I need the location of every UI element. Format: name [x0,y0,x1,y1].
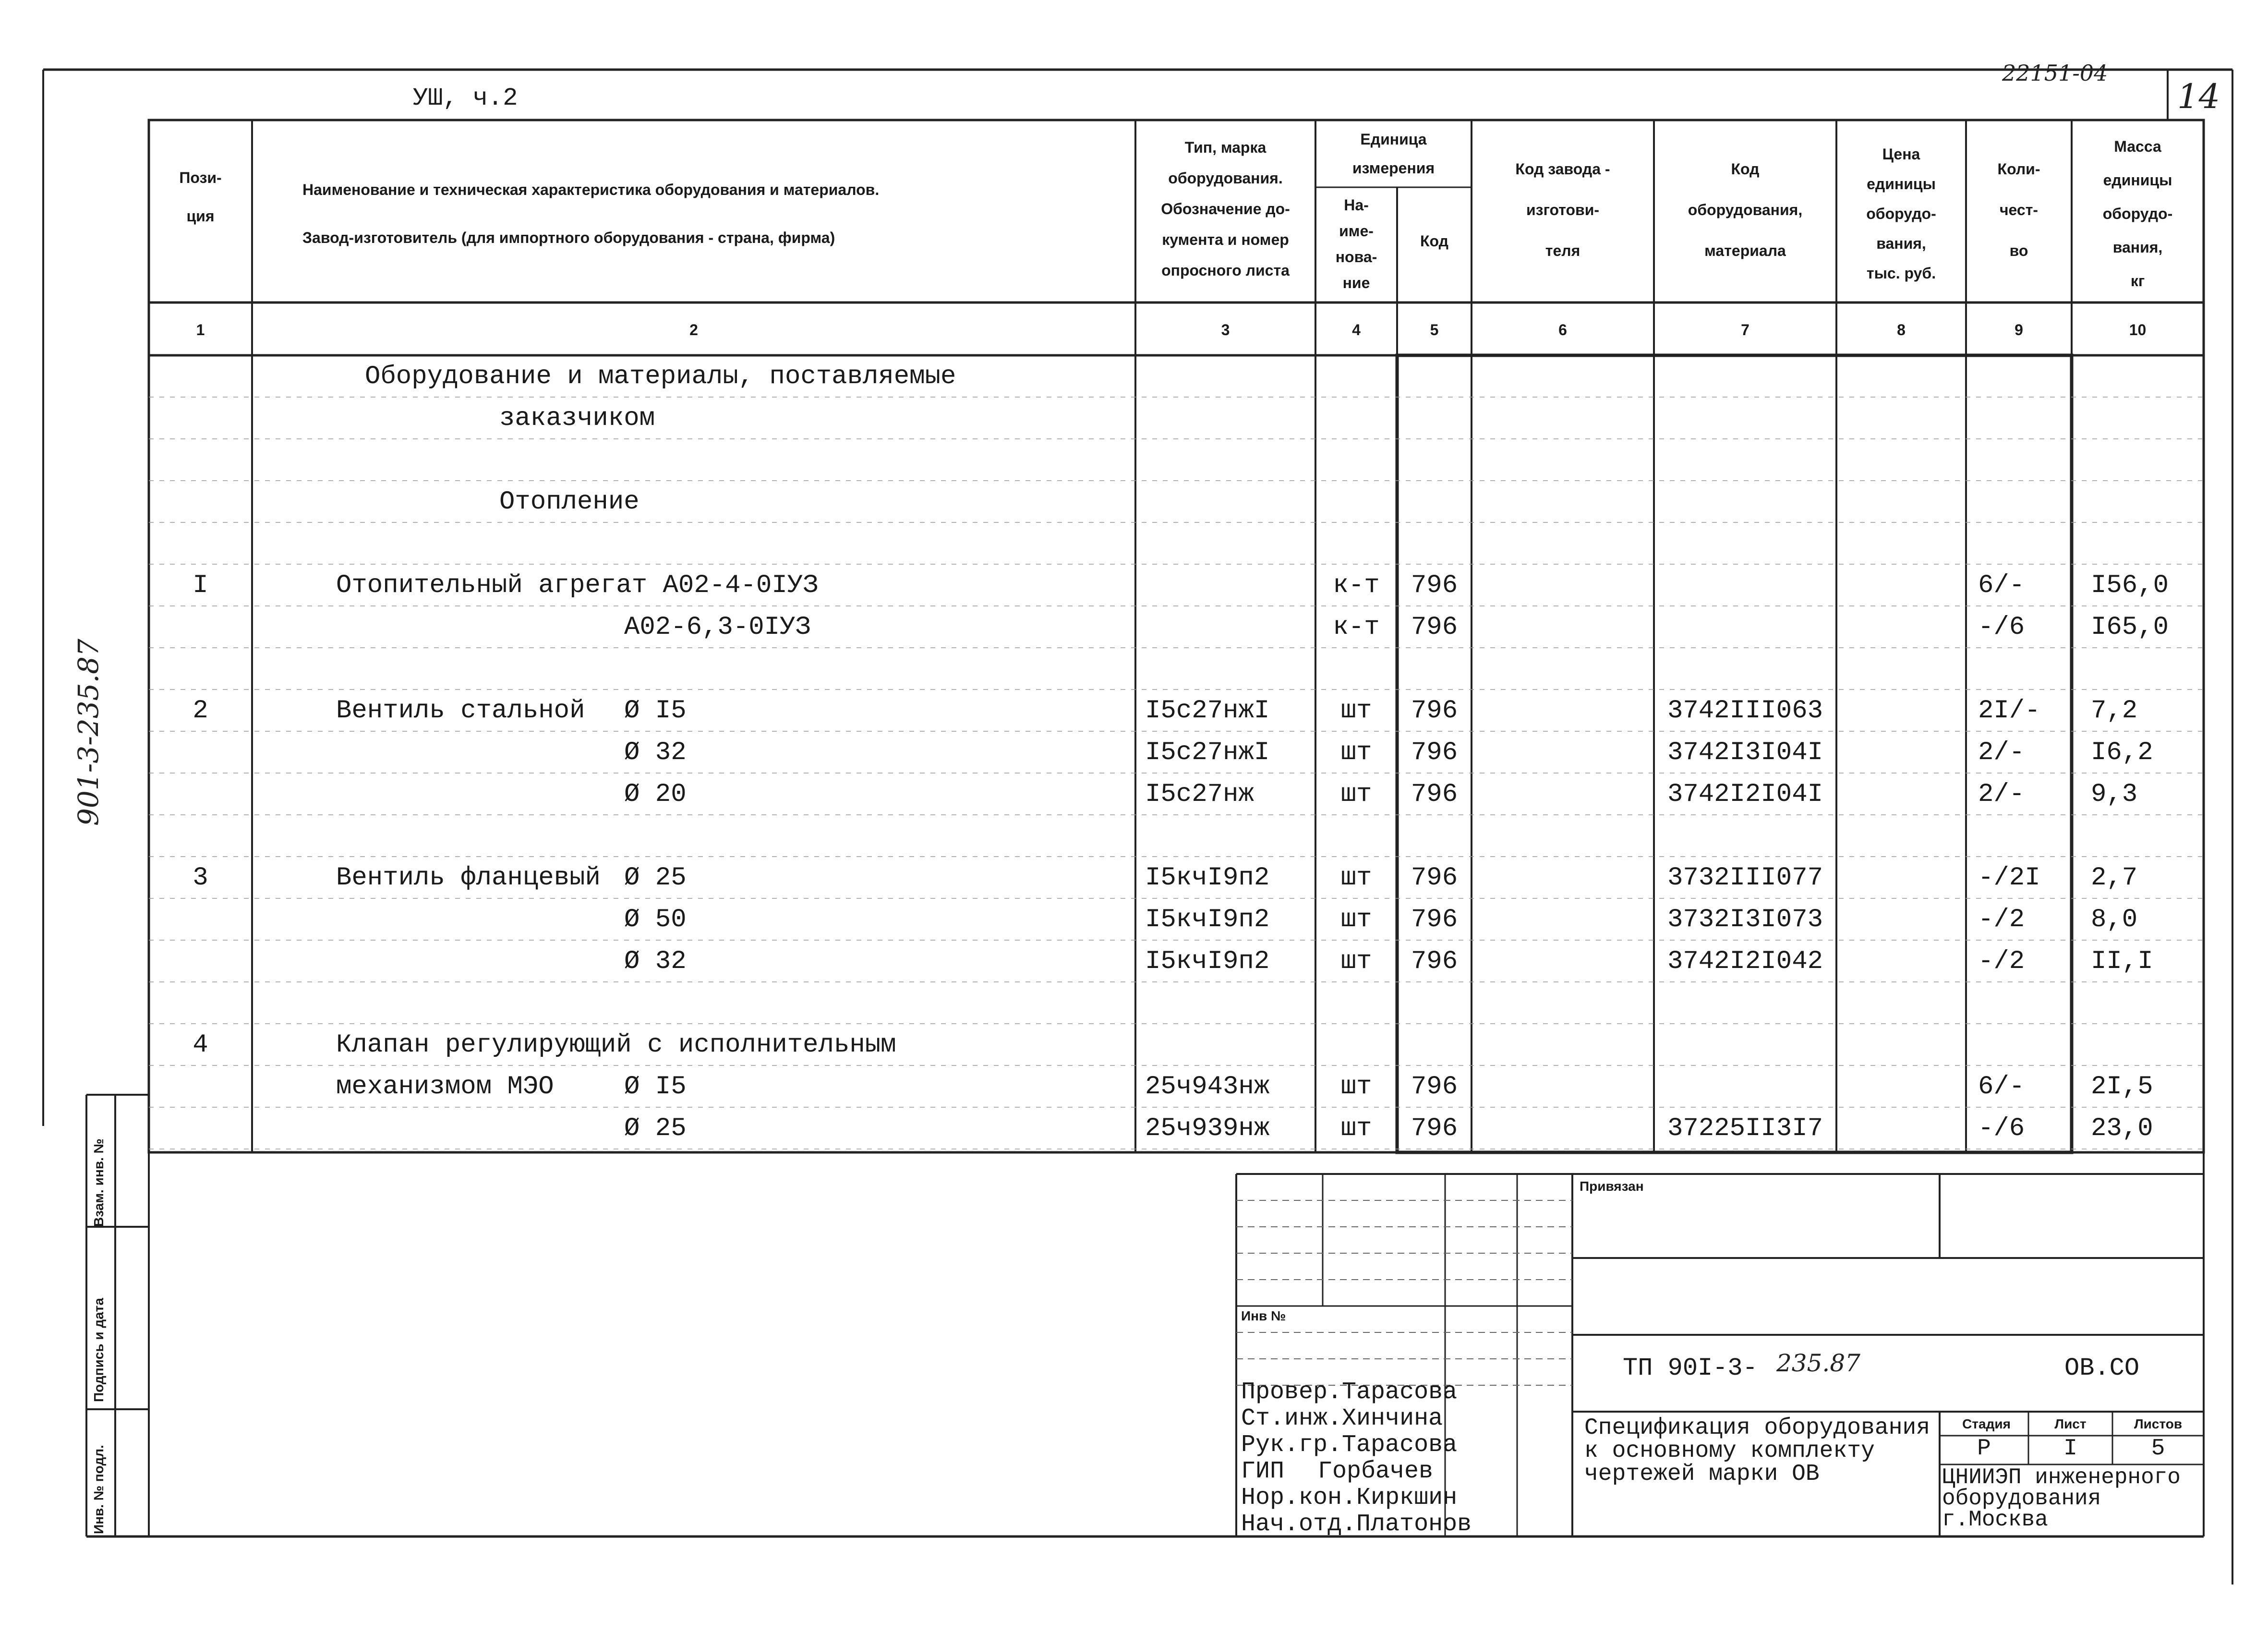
inv-label: Инв № [1241,1308,1286,1323]
header-mass: Масса единицы оборудо- вания, кг [2102,138,2173,290]
table-cell-pos: 4 [193,1030,208,1060]
table-cell-code: 796 [1411,780,1458,809]
table-cell-type: 25ч939нж [1145,1114,1270,1143]
section-label: УШ, ч.2 [413,84,518,112]
col-num-9: 9 [2015,321,2023,339]
table-cell-equip-code: 3742I2I04I [1667,780,1823,809]
table-cell-qty: -/6 [1978,1114,2025,1143]
side-doc-number: 901-3-235.87 [72,639,105,826]
table-cell-mass: I65,0 [2091,613,2169,642]
table-cell-qty: 6/- [1978,571,2025,600]
table-cell-code: 796 [1411,1114,1458,1143]
table-cell-name: Клапан регулирующий с исполнительным [336,1030,896,1060]
table-cell-unit: шт [1340,1114,1372,1143]
table-cell-equip-code: 3742I3I04I [1667,738,1823,767]
header-qty: Коли- чест- во [1997,160,2040,259]
organization: ЦНИИЭП инженерного оборудования г.Москва [1942,1465,2181,1532]
signature-row: Провер.Тарасова [1241,1379,1458,1406]
table-cell-pos: 3 [193,863,208,893]
col-num-4: 4 [1352,321,1361,339]
sheets-value: 5 [2151,1436,2165,1462]
table-cell-unit: к-т [1333,571,1380,600]
signature-row: Ст.инж.Хинчина [1241,1405,1443,1432]
table-cell-code: 796 [1411,571,1458,600]
table-cell-qty: 6/- [1978,1072,2025,1101]
signature-row: Нор.кон.Киркшин [1241,1484,1458,1512]
sheets-label: Листов [2134,1416,2183,1431]
table-cell-diameter: Ø 25 [624,863,687,893]
side-label-signature: Подпись и дата [91,1298,106,1402]
table-cell-type: I5с27нж [1145,780,1254,809]
sheet-label: Лист [2054,1416,2087,1431]
table-cell-type: I5с27нжI [1145,696,1270,726]
table-cell-mass: II,I [2091,947,2153,976]
col-num-2: 2 [689,321,698,339]
stage-label: Стадия [1962,1416,2011,1431]
header-unit-name: На- име- нова- ние [1335,196,1377,291]
col-num-8: 8 [1897,321,1906,339]
header-unit-group: Единица измерения [1352,131,1435,177]
table-cell-name: А02-6,3-0IУЗ [624,613,811,642]
table-cell-qty: -/2 [1978,905,2025,934]
table-cell-mass: I56,0 [2091,571,2169,600]
col-num-10: 10 [2129,321,2147,339]
table-cell-qty: 2/- [1978,738,2025,767]
table-cell-name: заказчиком [499,404,655,433]
table-cell-diameter: Ø 50 [624,905,687,934]
table-cell-mass: 9,3 [2091,780,2138,809]
table-cell-type: I5кчI9п2 [1145,947,1270,976]
table-cell-type: I5с27нжI [1145,738,1270,767]
table-cell-equip-code: 3732I3I073 [1667,905,1823,934]
table-cell-diameter: Ø I5 [624,1072,687,1101]
table-cell-diameter: Ø 32 [624,947,687,976]
table-cell-unit: шт [1340,947,1372,976]
table-cell-qty: 2I/- [1978,696,2040,726]
table-cell-equip-code: 3742III063 [1667,696,1823,726]
table-cell-unit: шт [1340,863,1372,893]
table-cell-name: Отопительный агрегат А02-4-0IУЗ [336,571,819,600]
table-cell-name: механизмом МЭО [336,1072,554,1101]
sheet-value: I [2063,1436,2077,1462]
table-cell-mass: 2,7 [2091,863,2138,893]
table-cell-mass: 8,0 [2091,905,2138,934]
header-equip-code: Код оборудования, материала [1688,160,1803,259]
header-name: Наименование и техническая характеристика оборудования и материалов. Завод-изготовитель (для импортного оборудования - страна, фирма) [302,181,880,246]
col-num-3: 3 [1221,321,1230,339]
table-cell-mass: 23,0 [2091,1114,2153,1143]
table-cell-code: 796 [1411,738,1458,767]
table-cell-type: I5кчI9п2 [1145,905,1270,934]
side-label-replace: Взам. инв. № [91,1138,106,1227]
table-cell-equip-code: 3742I2I042 [1667,947,1823,976]
table-cell-diameter: Ø 32 [624,738,687,767]
header-price: Цена единицы оборудо- вания, тыс. руб. [1866,145,1936,282]
signature-row: Рук.гр.Тарасова [1241,1431,1458,1459]
table-cell-qty: -/6 [1978,613,2025,642]
table-cell-unit: шт [1340,1072,1372,1101]
col-num-5: 5 [1430,321,1439,339]
table-cell-pos: 2 [193,696,208,726]
table-cell-mass: 2I,5 [2091,1072,2153,1101]
header-unit-code: Код [1420,232,1448,250]
table-cell-equip-code: 37225II3I7 [1667,1114,1823,1143]
table-cell-code: 796 [1411,905,1458,934]
table-cell-unit: шт [1340,696,1372,726]
col-num-1: 1 [196,321,205,339]
table-cell-name: Вентиль фланцевый [336,863,601,893]
table-cell-mass: 7,2 [2091,696,2138,726]
doc-description: Спецификация оборудования к основному комплекту чертежей марки ОВ [1584,1415,1930,1487]
doc-mark: ОВ.СО [2064,1354,2140,1382]
col-num-7: 7 [1741,321,1749,339]
table-cell-name: Вентиль стальной [336,696,585,726]
sheet-mark: 14 [2177,77,2220,116]
header-type: Тип, марка оборудования. Обозначение до- кумента и номер опросного листа [1161,139,1290,279]
table-cell-unit: к-т [1333,613,1380,642]
table-cell-qty: -/2 [1978,947,2025,976]
signature-row: ГИП Горбачев [1241,1458,1434,1485]
header-position: Пози- ция [179,169,222,225]
table-cell-code: 796 [1411,1072,1458,1101]
col-num-6: 6 [1558,321,1567,339]
table-cell-code: 796 [1411,863,1458,893]
table-cell-unit: шт [1340,905,1372,934]
table-cell-unit: шт [1340,780,1372,809]
table-cell-equip-code: 3732III077 [1667,863,1823,893]
doc-code-handwritten: 235.87 [1776,1349,1860,1377]
privyazan-label: Привязан [1580,1179,1644,1194]
table-cell-qty: 2/- [1978,780,2025,809]
table-cell-diameter: Ø 20 [624,780,687,809]
table-cell-code: 796 [1411,613,1458,642]
table-cell-name: Оборудование и материалы, поставляемые [365,362,956,391]
table-cell-pos: I [193,571,208,600]
signature-row: Нач.отд.Платонов [1241,1511,1472,1538]
table-cell-diameter: Ø I5 [624,696,687,726]
table-cell-unit: шт [1340,738,1372,767]
table-cell-qty: -/2I [1978,863,2040,893]
doc-code: ТП 90I-3- [1623,1354,1758,1382]
header-mfr-code: Код завода - изготови- теля [1515,160,1610,259]
table-cell-name: Отопление [499,487,639,517]
table-cell-mass: I6,2 [2091,738,2153,767]
table-cell-code: 796 [1411,947,1458,976]
table-cell-code: 796 [1411,696,1458,726]
table-cell-diameter: Ø 25 [624,1114,687,1143]
stage-value: Р [1977,1436,1991,1462]
side-label-inventory: Инв. № подл. [91,1445,106,1534]
table-cell-type: 25ч943нж [1145,1072,1270,1101]
corner-number: 22151-04 [2002,60,2108,86]
table-cell-type: I5кчI9п2 [1145,863,1270,893]
